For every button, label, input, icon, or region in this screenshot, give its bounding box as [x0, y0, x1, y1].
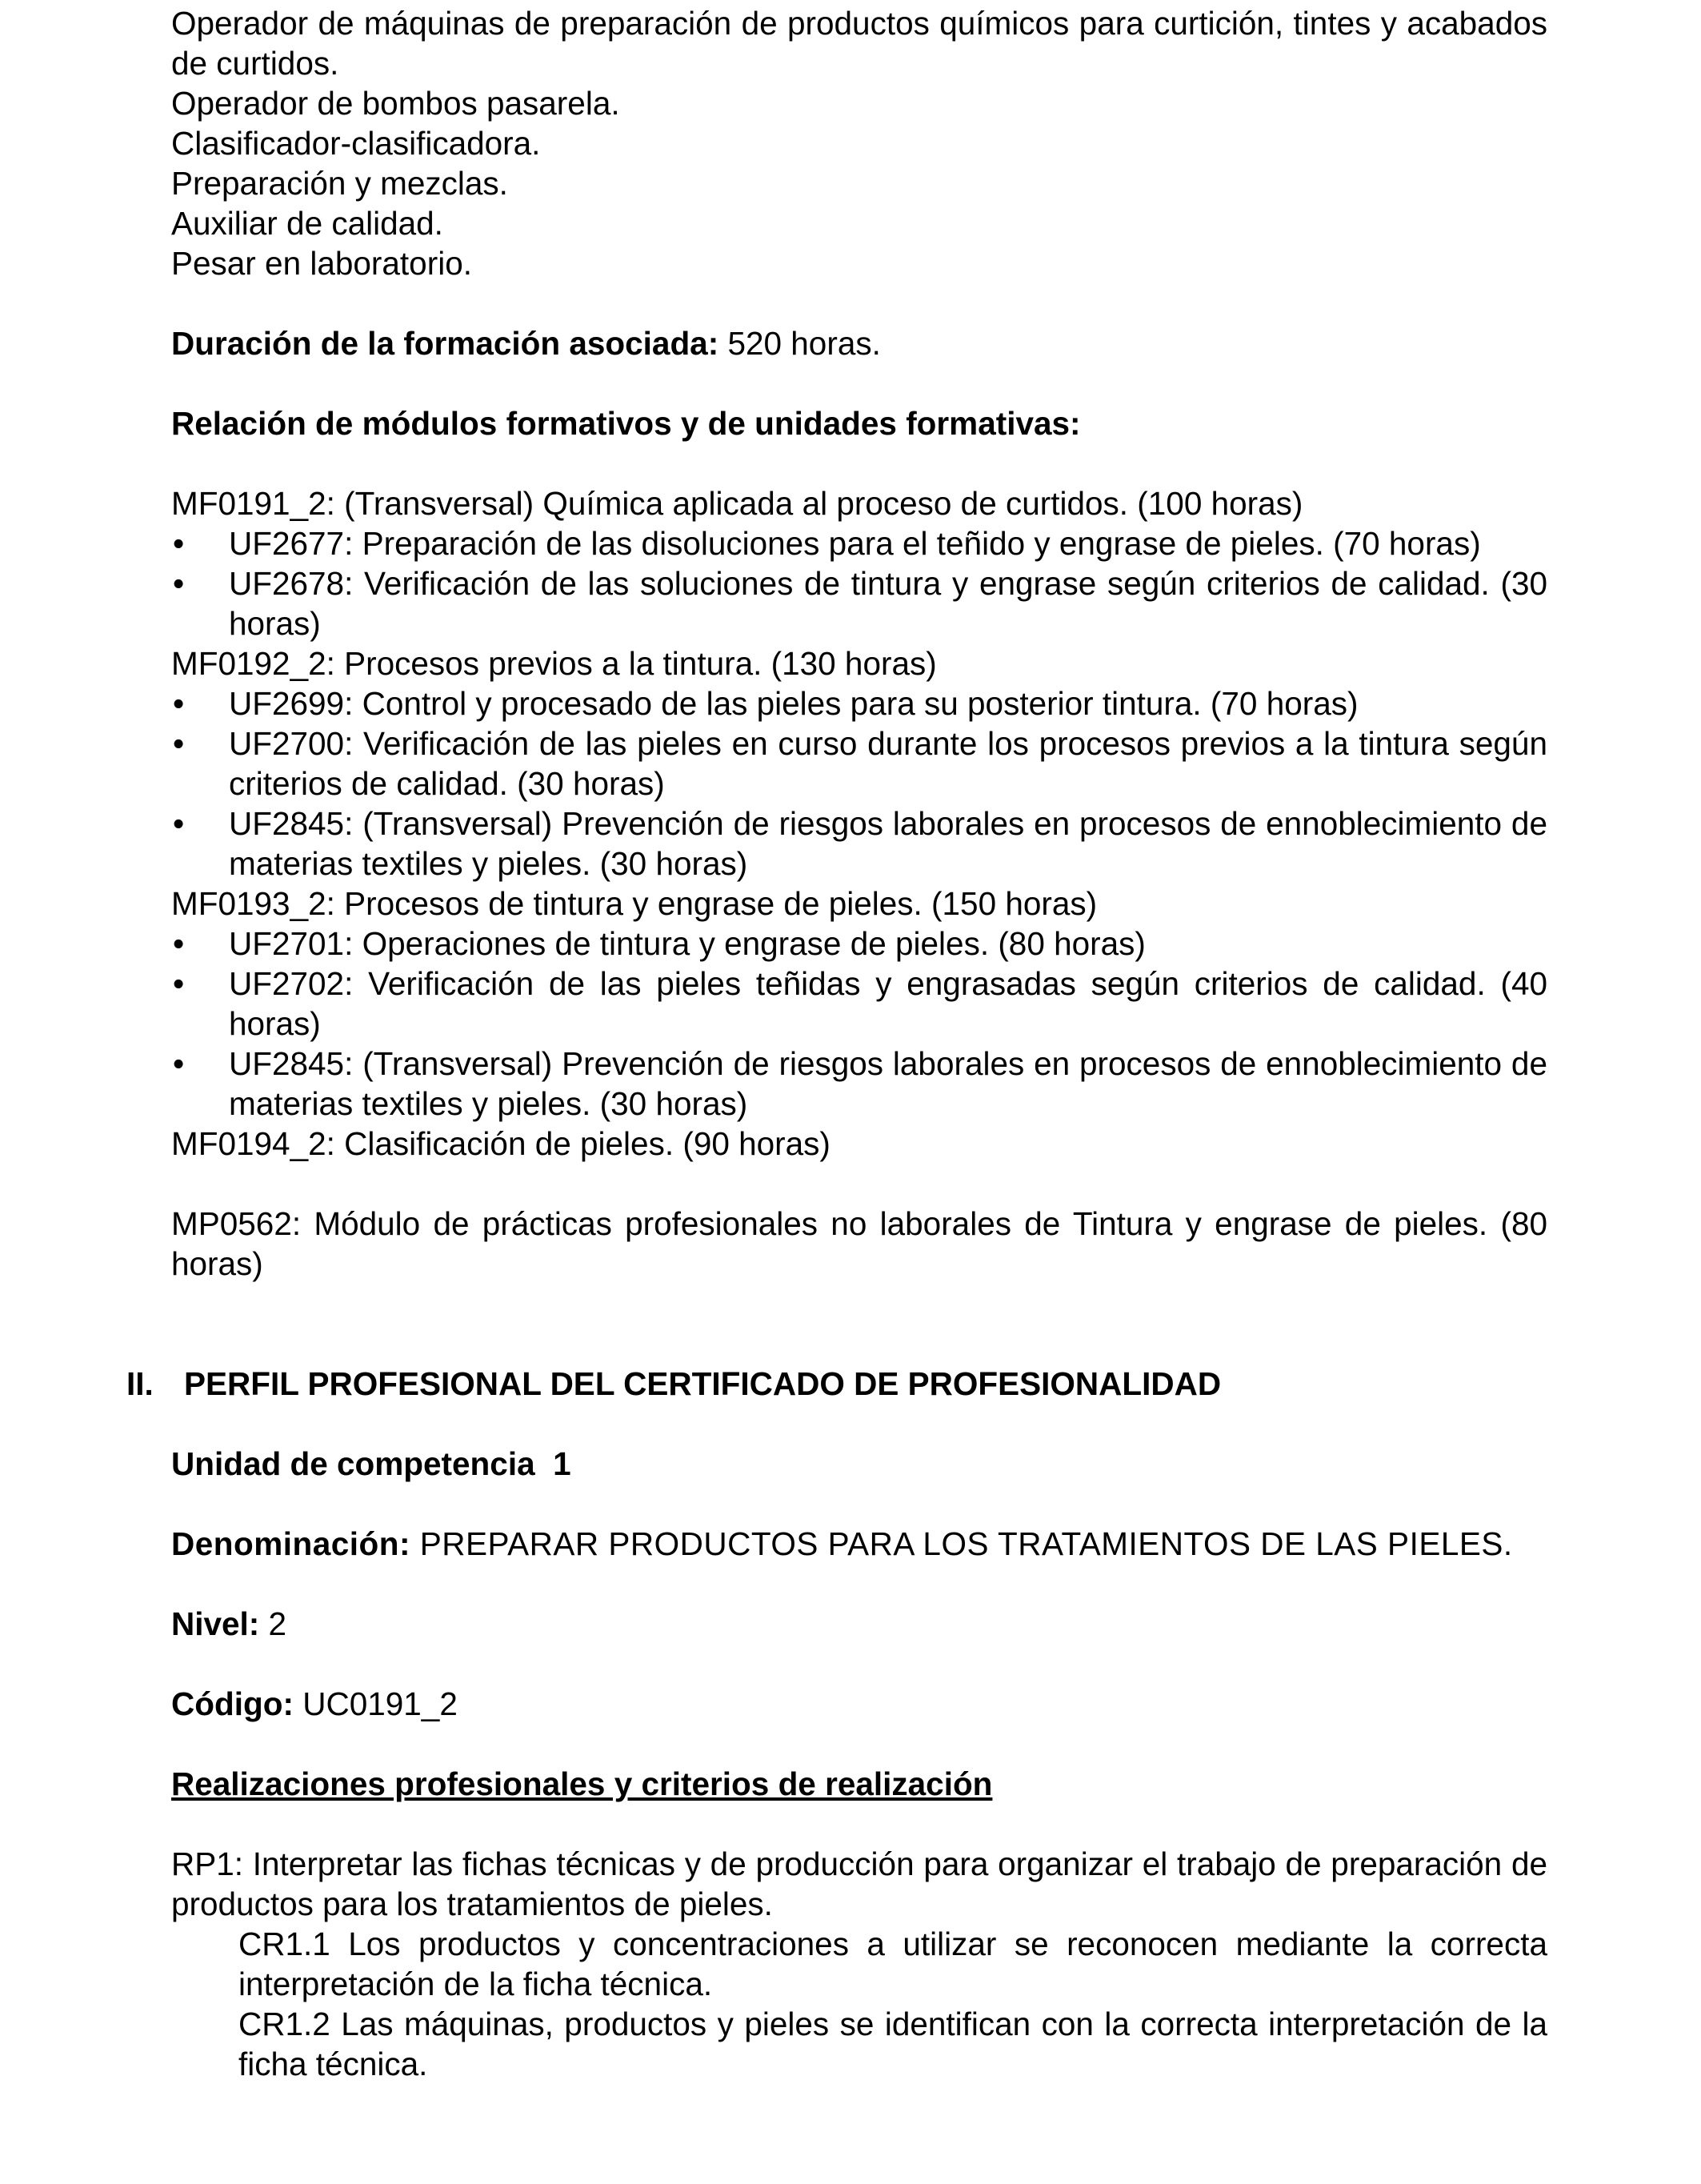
bullet-icon: •: [173, 965, 185, 1002]
occupation-line: Auxiliar de calidad.: [171, 205, 443, 242]
occupations-list: [171, 3, 1547, 283]
code-value: UC0191_2: [293, 1685, 458, 1722]
unit-item: [171, 1044, 1547, 1124]
training-duration: [171, 323, 1547, 363]
document-content: [126, 3, 1547, 2084]
realizations-heading: Realizaciones profesionales y criterios de realización: [171, 1765, 993, 1802]
practice-module: MP0562: Módulo de prácticas profesionales no laborales de Tintura y engrase de pieles. (80 horas): [171, 1205, 1547, 1282]
unit-text: UF2677: Preparación de las disoluciones para el teñido y engrase de pieles. (70 horas): [229, 525, 1481, 562]
unit-text: UF2700: Verificación de las pieles en curso durante los procesos previos a la tintura según criterios de calidad. (30 horas): [229, 725, 1547, 802]
bullet-icon: •: [173, 725, 185, 762]
unit-item: [171, 723, 1547, 803]
unit-list: [171, 683, 1547, 884]
denomination-label: Denominación:: [171, 1525, 411, 1562]
unit-item: [171, 523, 1547, 563]
occupation-line: Operador de bombos pasarela.: [171, 85, 620, 122]
unit-item: [171, 924, 1547, 964]
module-title: MF0191_2: (Transversal) Química aplicada al proceso de curtidos. (100 horas): [171, 485, 1303, 522]
bullet-icon: •: [173, 1045, 185, 1082]
unit-text: UF2845: (Transversal) Prevención de riesgos laborales en procesos de ennoblecimiento de materias textiles y pieles. (30 horas): [229, 1045, 1547, 1122]
modules-list: [171, 483, 1547, 1164]
occupation-line: Pesar en laboratorio.: [171, 245, 472, 282]
criterion-item: CR1.2 Las máquinas, productos y pieles se identifican con la correcta interpretación de la ficha técnica.: [238, 2006, 1547, 2082]
occupation-line: Clasificador-clasificadora.: [171, 125, 541, 162]
module-title: MF0194_2: Clasificación de pieles. (90 horas): [171, 1125, 830, 1162]
occupation-line: Preparación y mezclas.: [171, 165, 508, 202]
unit-list: [171, 523, 1547, 643]
unit-item: [171, 563, 1547, 643]
level-value: 2: [259, 1605, 287, 1642]
bullet-icon: •: [173, 685, 185, 722]
unit-list: [171, 924, 1547, 1124]
code-label: Código:: [171, 1685, 294, 1722]
unit-text: UF2699: Control y procesado de las pieles para su posterior tintura. (70 horas): [229, 685, 1359, 722]
level-label: Nivel:: [171, 1605, 260, 1642]
criterion-item: CR1.1 Los productos y concentraciones a utilizar se reconocen mediante la correcta interpretación de la ficha técnica.: [238, 1926, 1547, 2002]
section-heading: [126, 1364, 1547, 1404]
unit-item: [171, 683, 1547, 723]
module-title: MF0192_2: Procesos previos a la tintura. (130 horas): [171, 645, 937, 682]
code: [171, 1684, 1547, 1724]
unit-text: UF2678: Verificación de las soluciones de tintura y engrase según criterios de calidad. (30 horas): [229, 565, 1547, 642]
unit-text: UF2701: Operaciones de tintura y engrase de pieles. (80 horas): [229, 925, 1146, 962]
denomination-value: PREPARAR PRODUCTOS PARA LOS TRATAMIENTOS DE LAS PIELES.: [410, 1525, 1513, 1562]
training-duration-label: Duración de la formación asociada:: [171, 325, 719, 362]
unit-text: UF2845: (Transversal) Prevención de riesgos laborales en procesos de ennoblecimiento de materias textiles y pieles. (30 horas): [229, 805, 1547, 882]
bullet-icon: •: [173, 925, 185, 962]
bullet-icon: •: [173, 525, 185, 562]
occupation-line: Operador de máquinas de preparación de productos químicos para curtición, tintes y acabados de curtidos.: [171, 5, 1547, 82]
level: [171, 1604, 1547, 1644]
bullet-icon: •: [173, 805, 185, 842]
realization-rp1: RP1: Interpretar las fichas técnicas y de producción para organizar el trabajo de preparación de productos para los tratamientos de pieles.: [171, 1845, 1547, 1922]
bullet-icon: •: [173, 565, 185, 602]
module-title: MF0193_2: Procesos de tintura y engrase de pieles. (150 horas): [171, 885, 1098, 922]
training-duration-value: 520 horas.: [718, 325, 881, 362]
section-title: PERFIL PROFESIONAL DEL CERTIFICADO DE PROFESIONALIDAD: [184, 1365, 1222, 1402]
unit-text: UF2702: Verificación de las pieles teñidas y engrasadas según criterios de calidad. (40 horas): [229, 965, 1547, 1042]
section-number: II.: [126, 1365, 154, 1402]
competence-unit-heading: Unidad de competencia 1: [171, 1445, 571, 1482]
unit-item: [171, 803, 1547, 884]
denomination: [171, 1524, 1547, 1564]
unit-item: [171, 964, 1547, 1044]
modules-relation-heading: Relación de módulos formativos y de unidades formativas:: [171, 405, 1081, 442]
